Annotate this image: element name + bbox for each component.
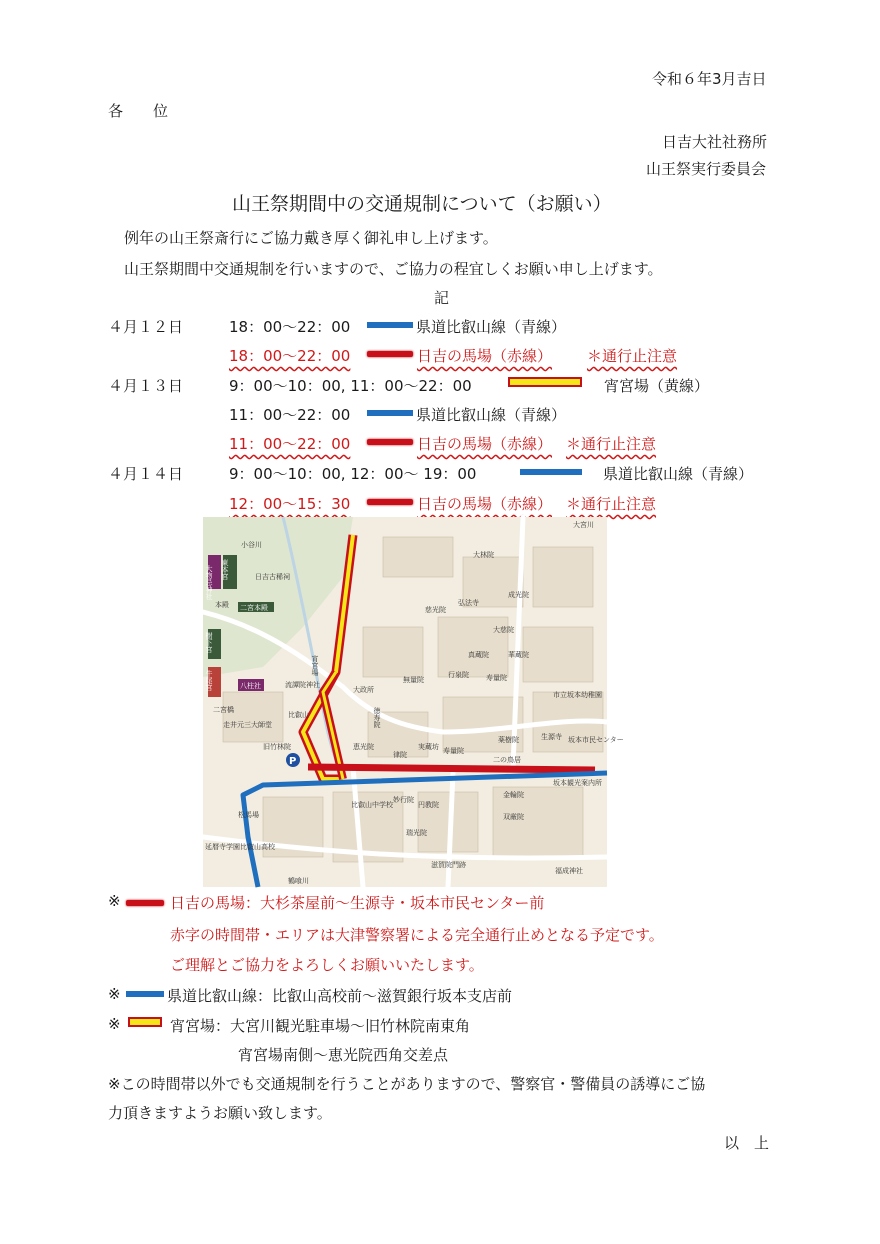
apr12-time-1: 18：00～22：00 (229, 318, 351, 336)
map-label: 小谷川 (241, 541, 262, 549)
apr14-time-2: 12：00～15：30 (229, 495, 351, 513)
map-label: 金輪院 (503, 791, 524, 799)
map-label: 実蔵坊 (418, 743, 439, 751)
apr12-time-2: 18：00～22：00 (229, 347, 351, 365)
map-label: 福成神社 (555, 867, 583, 875)
legend-red-line1: 日吉の馬場：大杉茶屋前～生源寺・坂本市民センター前 (170, 894, 545, 912)
map-label: 大宮川 (573, 521, 594, 529)
yellow-line-swatch (508, 377, 582, 387)
document-title: 山王祭期間中の交通規制について（お願い） (232, 193, 612, 215)
document-date: 令和６年3月吉日 (652, 70, 767, 88)
date-apr13: ４月１３日 (108, 377, 184, 395)
map-label: 本殿 (215, 601, 229, 609)
apr14-note: ＊通行止注意 (566, 495, 657, 513)
map-label: 無量院 (403, 676, 424, 684)
map-label: 双厳院 (503, 813, 524, 821)
apr13-route-3: 日吉の馬場（赤線） (417, 435, 553, 453)
date-apr12: ４月１２日 (108, 318, 184, 336)
map-label: 比叡山中学校 (351, 801, 393, 809)
map-label: 大物忌神社 (205, 565, 213, 600)
map-label: 律院 (393, 751, 407, 759)
blue-line-swatch (367, 322, 413, 328)
apr12-route-2: 日吉の馬場（赤線） (417, 347, 553, 365)
map-label: 円教院 (418, 801, 439, 809)
map-label: 東本宮 (221, 559, 229, 580)
red-line-swatch (367, 439, 413, 445)
blue-line-swatch (520, 469, 582, 475)
map-label: 松馬場 (238, 811, 259, 819)
red-line-swatch (367, 499, 413, 505)
legend-yellow-1: 宵宮場：大宮川観光駐車場～旧竹林院南東角 (170, 1017, 471, 1035)
yellow-line-swatch (128, 1017, 162, 1027)
traffic-regulation-map (203, 517, 624, 887)
apr12-note: ＊通行止注意 (587, 347, 678, 365)
map-label: 慈光院 (425, 606, 446, 614)
date-apr14: ４月１４日 (108, 465, 184, 483)
map-label: 大慈院 (493, 626, 514, 634)
map-label: 流譚院神社 (285, 681, 320, 689)
map-label: 延暦寺学園比叡山高校 (205, 843, 275, 851)
map-label: 二の鳥居 (493, 756, 521, 764)
blue-line-swatch (367, 410, 413, 416)
apr13-time-3: 11：00～22：00 (229, 435, 351, 453)
map-label: 瑞光院 (406, 829, 427, 837)
map-label: 牛尾宮 (205, 670, 213, 691)
map-label: 旧竹林院 (263, 743, 291, 751)
map-label: 大林院 (473, 551, 494, 559)
map-label: 華蔵院 (508, 651, 529, 659)
sender-committee: 山王祭実行委員会 (646, 160, 767, 178)
map-label: 妙行院 (393, 796, 414, 804)
map-label: 二宮橋 (213, 706, 234, 714)
red-line-swatch (126, 900, 164, 906)
legend-red-line3: ご理解とご協力をよろしくお願いいたします。 (170, 956, 484, 974)
map-label: 弘法寺 (458, 599, 479, 607)
legend-yellow-2: 宵宮場南側～恵光院西角交差点 (238, 1046, 449, 1064)
closing-ijo: 以 上 (724, 1134, 770, 1152)
apr14-route-2: 日吉の馬場（赤線） (417, 495, 553, 513)
apr13-route-2: 県道比叡山線（青線） (416, 406, 567, 424)
sender-shrine-office: 日吉大社社務所 (662, 133, 768, 151)
map-label: 二宮本殿 (240, 604, 268, 612)
legend-red-line2: 赤字の時間帯・エリアは大津警察署による完全通行止めとなる予定です。 (170, 926, 664, 944)
map-label: 恵光院 (353, 743, 374, 751)
apr13-time-1: 9：00～10：00, 11：00～22：00 (229, 377, 472, 395)
map-label: 鶴喰川 (288, 877, 309, 885)
legend-blue: 県道比叡山線：比叡山高校前～滋賀銀行坂本支店前 (167, 987, 513, 1005)
map-label: 徳寿院 (373, 707, 381, 728)
intro-line-1: 例年の山王祭斎行にご協力戴き厚く御礼申し上げます。 (124, 229, 498, 247)
apr12-route-1: 県道比叡山線（青線） (416, 318, 567, 336)
map-label: 樹下宮 (205, 632, 213, 653)
parking-icon: P (289, 756, 297, 767)
footer-note-2: 力頂きますようお願い致します。 (108, 1104, 332, 1122)
map-label: 坂本市民センター (568, 736, 624, 744)
map-label: 大政所 (353, 686, 374, 694)
legend-mark-blue: ※ (108, 985, 121, 1003)
map-label: 日吉古稀祠 (255, 573, 290, 581)
apr14-route-1: 県道比叡山線（青線） (603, 465, 754, 483)
map-label: 生源寺 (541, 733, 562, 741)
map-label: 薬樹院 (498, 736, 519, 744)
map-label: 寿量院 (443, 747, 464, 755)
legend-mark-red: ※ (108, 892, 121, 910)
ki-mark: 記 (434, 289, 450, 307)
map-label: 真蔵院 (468, 651, 489, 659)
intro-line-2: 山王祭期間中交通規制を行いますので、ご協力の程宜しくお願い申し上げます。 (124, 260, 663, 278)
apr13-route-1: 宵宮場（黄線） (604, 377, 710, 395)
addressee: 各 位 (108, 102, 169, 120)
map-label: 八柱社 (240, 682, 261, 690)
map-label: 寿量院 (486, 674, 507, 682)
map-label: 宵宮場 (311, 655, 319, 676)
red-route (308, 767, 595, 770)
legend-mark-yellow: ※ (108, 1015, 121, 1033)
map-label: 成光院 (508, 591, 529, 599)
footer-note-1: ※この時間帯以外でも交通規制を行うことがありますので、警察官・警備員の誘導にご協 (108, 1075, 706, 1093)
map-label: 比叡山 (288, 711, 309, 719)
apr14-time-1: 9：00～10：00, 12：00～ 19：00 (229, 465, 477, 483)
map-label: 行泉院 (448, 671, 469, 679)
map-label: 坂本観光案内所 (553, 779, 602, 787)
apr13-note: ＊通行止注意 (566, 435, 657, 453)
map-label: 走井元三大師堂 (223, 721, 272, 729)
blue-line-swatch (126, 991, 164, 997)
map-label: 市立坂本幼稚園 (553, 691, 602, 699)
apr13-time-2: 11：00～22：00 (229, 406, 351, 424)
red-line-swatch (367, 351, 413, 357)
map-label: 滋賀院門跡 (431, 861, 466, 869)
